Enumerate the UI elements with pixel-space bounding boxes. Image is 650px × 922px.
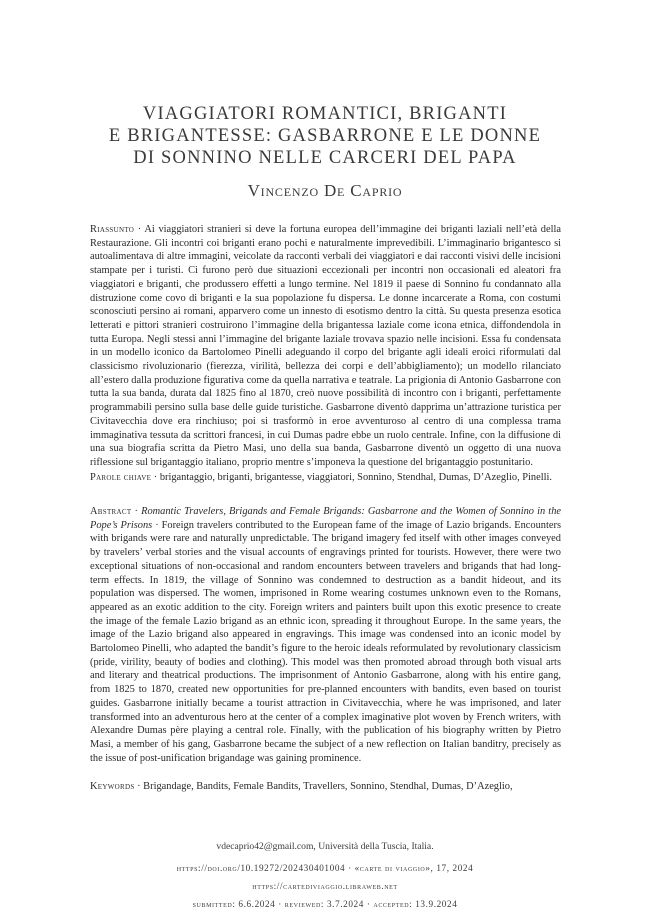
article-title (60, 103, 590, 169)
abstract-label: Abstract (90, 506, 132, 517)
keywords-label: Keywords (90, 781, 135, 792)
submission-dates: submitted: 6.6.2024 · reviewed: 3.7.2024 · accepted: 13.9.2024 (192, 899, 458, 909)
parole-chiave-paragraph (90, 471, 561, 485)
riassunto-label: Riassunto (90, 224, 135, 235)
abstract-paragraph (90, 505, 561, 765)
keywords-separator: · (134, 781, 144, 792)
abstract-text: Foreign travelers contributed to the European fame of the image of Lazio brigands. Encounters with brigands were rare and naturally unpredictable. The brigand imagery fed itself with other images conveyed by travelers’ verbal stories and the visual accounts of engravings printed for tourists. However, there were two exceptional situations of non-occasional and random encounters between travelers and brigands that had long-term effects. In 1819, the village of Sonnino was condemned to destruction as a bandit hideout, and its population was dispersed. The women, imprisoned in Rome wearing costumes unknown even to the Romans, appeared as an exotic addition to the city. Foreign writers and painters built upon this exotic presence to create the image of the female Lazio brigand as an ethnic icon, spreading it throughout Europe. In the same years, the image of the Lazio brigand also appeared in engravings. This image was condensed into an iconic model by Bartolomeo Pinelli, who adapted the bandit’s figure to the heroic ideals reformulated by revolutionary classicism (pride, virility, beauty of bodies and clothing). This model was then promoted abroad through both visual arts and literary and theatrical productions. The imprisonment of Antonio Gasbarrone, along with his entire gang, from 1825 to 1870, created new opportunities for pre-planned encounters with bandits, even based on tourist guides. Gasbarrone initially became a tourist attraction in Civitavecchia, where he was imprisoned, and later transformed into an adventurous hero at the center of a complex imaginative plot woven by French writers, with Alexandre Dumas père playing a central role. Finally, with the publication of his biography written by Pietro Masi, a member of his gang, Gasbarrone became the subject of a new reflection on Italian banditry, precisely as the issue of post-unification brigandage was gaining prominence. (90, 519, 561, 764)
abstract-title: Romantic Travelers, Brigands and Female Brigands: Gasbarrone and the Women of Sonnino in the Pope’s Prisons (90, 506, 562, 531)
parole-chiave-text: brigantaggio, briganti, brigantesse, viaggiatori, Sonnino, Stendhal, Dumas, D’Azeglio, Pinelli. (159, 472, 552, 483)
abstract-separator: · (131, 506, 142, 517)
title-line-2: E BRIGANTESSE: GASBARRONE E LE DONNE (108, 126, 542, 146)
title-line-1: VIAGGIATORI ROMANTICI, BRIGANTI (142, 104, 508, 124)
riassunto-separator: · (134, 224, 145, 235)
abstract-separator-2: · (152, 519, 162, 531)
riassunto-paragraph (90, 223, 561, 470)
author-email-affiliation[interactable]: vdecaprio42@gmail.com, Università della Tuscia, Italia. (216, 841, 434, 852)
parole-chiave-label: Parole chiave (90, 472, 152, 483)
parole-chiave-separator: · (151, 472, 160, 483)
riassunto-text: Ai viaggiatori stranieri si deve la fortuna europea dell’immagine dei briganti laziali nell’età della Restaurazione. Gli incontri coi briganti erano pochi e naturalmente imprevedibili. L’immaginario brigantesco si autoalimentava di altre immagini, veicolate da racconti verbali dei viaggiatori e dai racconti visivi delle incisioni stampate per i turisti. Ci furono però due situazioni eccezionali per incontri non occasionali ed aleatori fra viaggiatori e briganti, che produssero effetti a lungo termine. Nel 1819 il paese di Sonnino fu condannato alla distruzione come covo di briganti e la sua popolazione fu dispersa. Le donne incarcerate a Roma, con costumi sconosciuti persino ai romani, apparvero come un innesto di esotismo dentro la città. Su questa presenza esotica letterati e pittori stranieri costruirono l’immagine della brigantessa laziale come icona etnica, diffondendola in tutta Europa. Negli stessi anni l’immagine del brigante laziale trovava spazio nelle incisioni. Essa fu condensata in un modello iconico da Bartolomeo Pinelli adeguando il corpo del brigante agli ideali eroici riformulati dal classicismo rivoluzionario (fierezza, virilità, bellezza dei corpi e dell’abbigliamento); un modello rilanciato all’estero dalla produzione figurativa come da quella narrativa e teatrale. La prigionia di Antonio Gasbarrone con tutta la sua banda, durata dal 1825 fino al 1870, creò nuove possibilità di incontro con i briganti, perfettamente programmabili persino sulla base delle guide turistiche. Gasbarrone diventò dapprima un’attrazione turistica per Civitavecchia dove era rinchiuso; poi si trasformò in eroe avventuroso al centro di una complessa trama immaginativa tessuta da scrittori francesi, in cui Dumas padre ebbe un ruolo centrale. Infine, con la diffusione di una sua biografia scritta da Pietro Masi, uno della sua banda, Gasbarrone diventò un oggetto di una nuova riflessione sul brigantaggio italiano, proprio mentre s’imponeva la questione del brigantaggio postunitario. (90, 224, 561, 468)
title-line-3: DI SONNINO NELLE CARCERI DEL PAPA (133, 148, 517, 168)
journal-website-link[interactable]: https://cartediviaggio.libraweb.net (252, 881, 398, 891)
doi-citation[interactable]: https://doi.org/10.19272/202430401004 · «carte di viaggio», 17, 2024 (176, 863, 474, 873)
author-name: Vincenzo De Caprio (247, 181, 403, 200)
keywords-paragraph (90, 780, 561, 794)
keywords-text: Brigandage, Bandits, Female Bandits, Travellers, Sonnino, Stendhal, Dumas, D’Azeglio, (143, 781, 513, 792)
